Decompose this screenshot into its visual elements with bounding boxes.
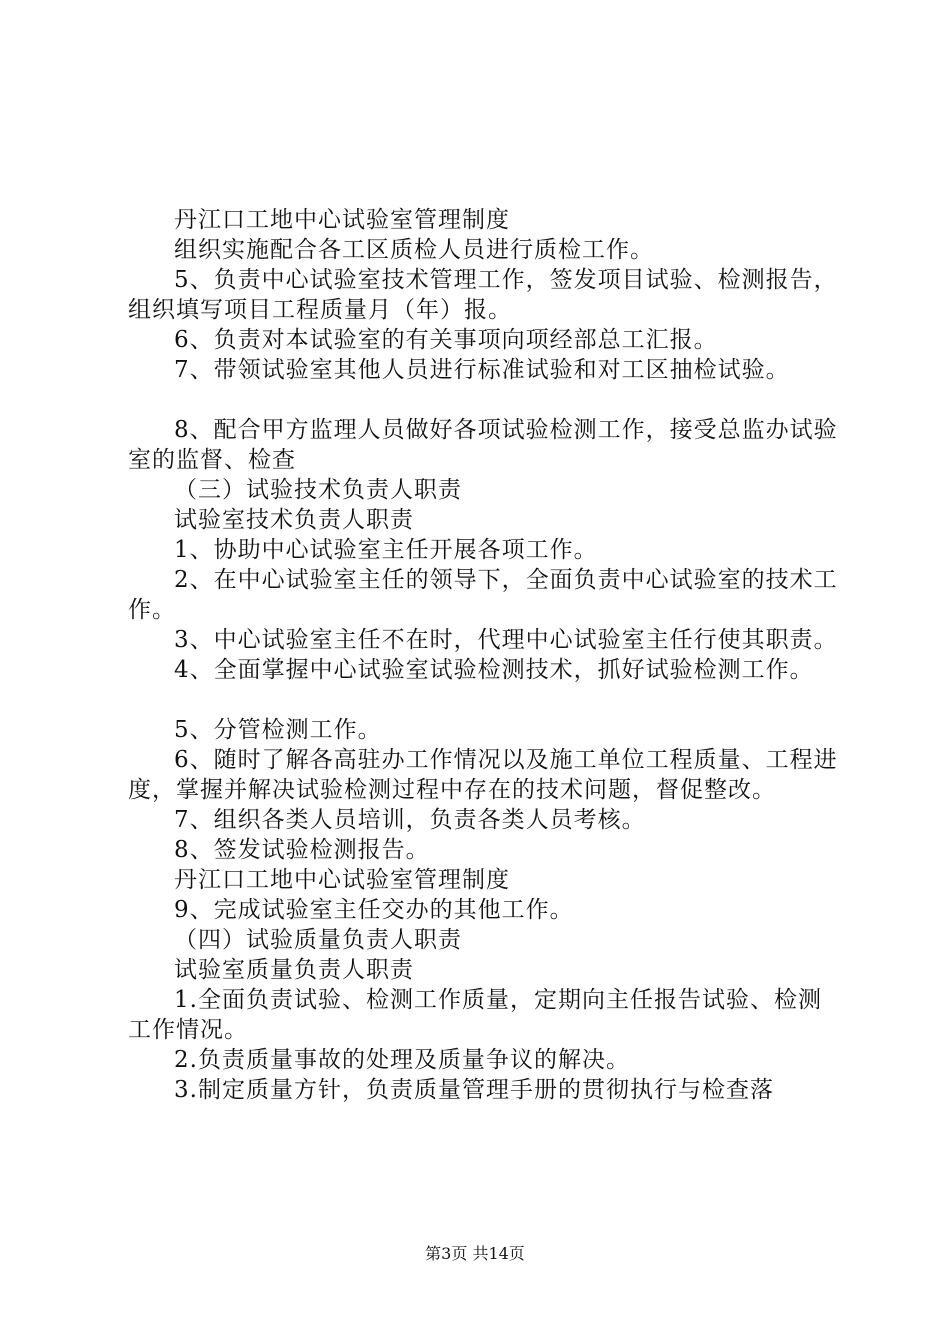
paragraph: 组织实施配合各工区质检人员进行质检工作。 — [174, 237, 654, 263]
paragraph-header-repeat: 丹江口工地中心试验室管理制度 — [174, 867, 510, 893]
paragraph: 2、在中心试验室主任的领导下，全面负责中心试验室的技术工作。 — [128, 567, 838, 623]
paragraph: 2.负责质量事故的处理及质量争议的解决。 — [174, 1047, 630, 1073]
page-number-footer: 第3页 共14页 — [425, 1244, 525, 1263]
paragraph: 6、负责对本试验室的有关事项向项经部总工汇报。 — [174, 327, 718, 353]
paragraph: 4、全面掌握中心试验室试验检测技术，抓好试验检测工作。 — [174, 657, 814, 683]
section-heading: （三）试验技术负责人职责 — [174, 477, 462, 503]
paragraph: 1、协助中心试验室主任开展各项工作。 — [174, 537, 598, 563]
section-heading: （四）试验质量负责人职责 — [174, 927, 462, 953]
blank-line — [128, 685, 840, 715]
paragraph: 7、组织各类人员培训，负责各类人员考核。 — [174, 807, 646, 833]
paragraph: 6、随时了解各高驻办工作情况以及施工单位工程质量、工程进度，掌握并解决试验检测过程中存在的技术问题，督促整改。 — [128, 747, 838, 803]
paragraph: 9、完成试验室主任交办的其他工作。 — [174, 897, 574, 923]
paragraph: 5、负责中心试验室技术管理工作，签发项目试验、检测报告，组织填写项目工程质量月（年）报。 — [128, 267, 838, 323]
paragraph: 5、分管检测工作。 — [174, 717, 382, 743]
paragraph: 3、中心试验室主任不在时，代理中心试验室主任行使其职责。 — [174, 627, 838, 653]
subsection-heading: 试验室质量负责人职责 — [174, 957, 414, 983]
paragraph: 7、带领试验室其他人员进行标准试验和对工区抽检试验。 — [174, 357, 790, 383]
paragraph: 1.全面负责试验、检测工作质量，定期向主任报告试验、检测工作情况。 — [128, 987, 822, 1043]
paragraph-header-repeat: 丹江口工地中心试验室管理制度 — [174, 207, 510, 233]
paragraph: 3.制定质量方针，负责质量管理手册的贯彻执行与检查落 — [174, 1077, 774, 1103]
subsection-heading: 试验室技术负责人职责 — [174, 507, 414, 533]
paragraph: 8、签发试验检测报告。 — [174, 837, 430, 863]
document-body — [128, 205, 840, 1105]
paragraph: 8、配合甲方监理人员做好各项试验检测工作，接受总监办试验室的监督、检查 — [128, 417, 838, 473]
blank-line — [128, 385, 840, 415]
